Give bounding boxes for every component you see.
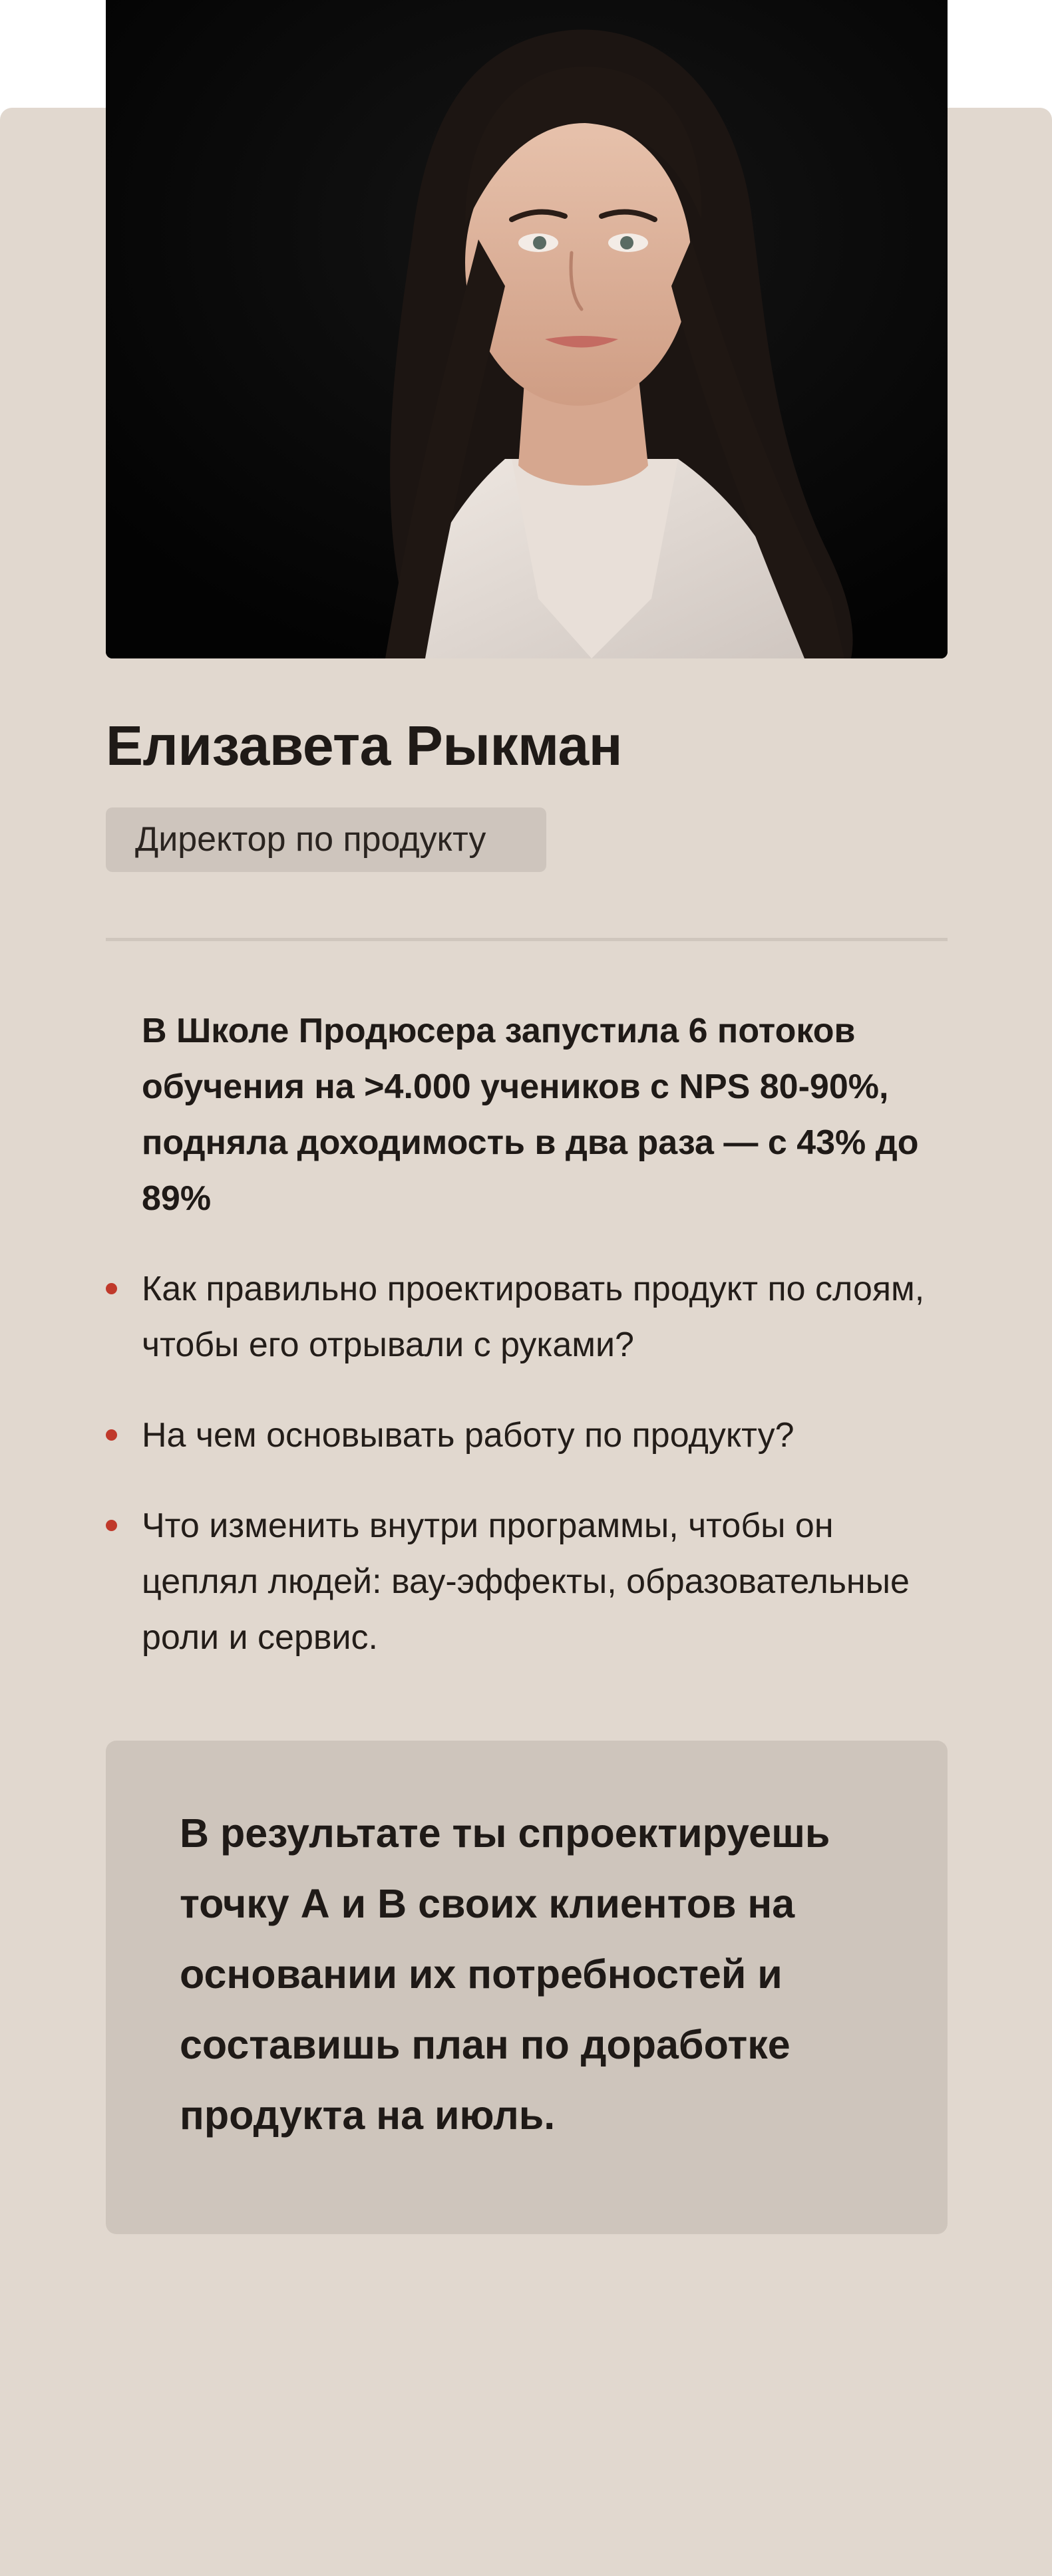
achievement-text: В Школе Продюсера запустила 6 потоков обучения на >4.000 учеников с NPS 80-90%, подняла доходимость в два раза — с 43% до 89% xyxy=(142,1012,919,1218)
list-item-text: Что изменить внутри программы, чтобы он цеплял людей: вау-эффекты, образовательные роли и сервис. xyxy=(142,1506,910,1657)
list-item-text: Как правильно проектировать продукт по слоям, чтобы его отрывали с руками? xyxy=(142,1270,925,1364)
bullet-dot-icon xyxy=(106,1429,117,1441)
result-text: В результате ты спроектируешь точку А и В своих клиентов на основании их потребностей и составишь план по доработке продукта на июль. xyxy=(180,1810,830,2138)
bullet-dot-icon xyxy=(106,1283,117,1294)
speaker-photo xyxy=(106,0,948,658)
list-item xyxy=(106,1498,948,1665)
list-item-text: На чем основывать работу по продукту? xyxy=(142,1416,794,1455)
list-item xyxy=(106,1407,948,1463)
list-item xyxy=(106,1261,948,1373)
portrait-illustration xyxy=(106,0,948,658)
bullet-dot-icon xyxy=(106,1520,117,1531)
speaker-name: Елизавета Рыкман xyxy=(106,714,623,777)
role-badge: Директор по продукту xyxy=(106,807,546,872)
divider xyxy=(106,938,948,941)
result-box xyxy=(106,1741,948,2234)
topics-list xyxy=(106,1261,948,1665)
